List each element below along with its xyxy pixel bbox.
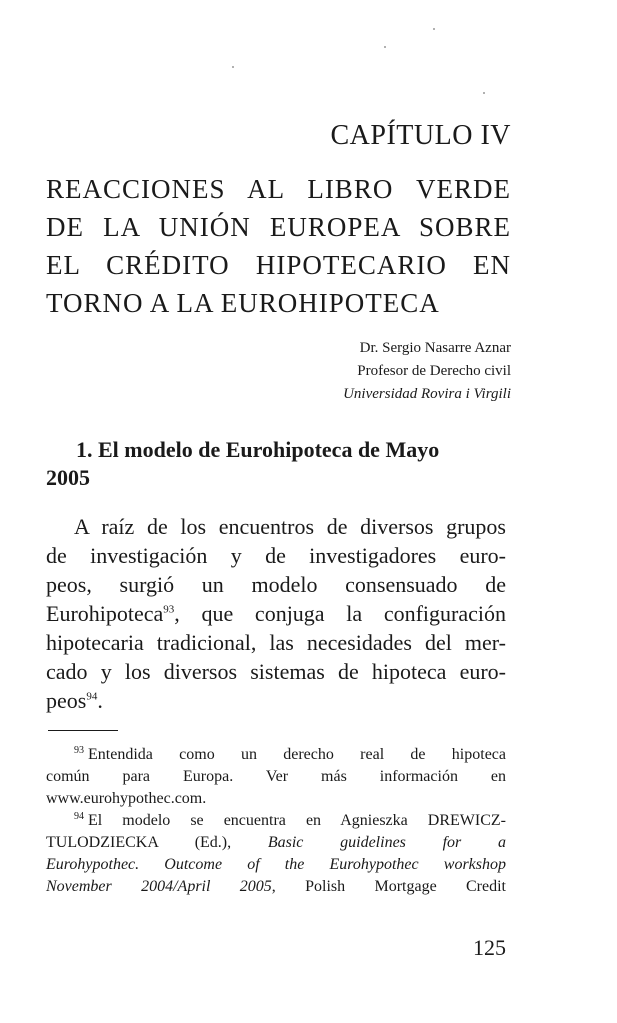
footnote-mark: 93	[74, 744, 84, 756]
author-name: Dr. Sergio Nasarre Aznar	[359, 340, 511, 356]
footnote-line	[46, 876, 506, 898]
body-text-fragment: , que conjuga la configuración	[174, 601, 506, 626]
author-affiliation: Universidad Rovira i Virgili	[343, 386, 511, 402]
footnote-ref-93[interactable]: 93	[163, 603, 175, 616]
footnote-text: TULODZIECKA (Ed.),	[46, 834, 268, 851]
footnote-line	[46, 854, 506, 876]
page-number: 125	[473, 935, 506, 960]
footnote-mark: 94	[74, 810, 84, 822]
footnote-94	[46, 810, 506, 832]
chapter-title-line: EL CRÉDITO HIPOTECARIO EN	[46, 250, 511, 280]
footnote-link[interactable]: www.eurohypothec.com.	[46, 790, 207, 807]
footnote-93	[46, 744, 506, 766]
footnote-text: Entendida como un derecho real de hipoteca	[88, 746, 506, 763]
footnote-text: , Polish Mortgage Credit	[271, 878, 507, 895]
scan-speck	[384, 46, 386, 48]
footnote-italic-text: Eurohypothec. Outcome of the Eurohypothec workshop	[46, 856, 506, 873]
author-block	[343, 337, 511, 406]
scan-speck	[483, 92, 485, 94]
body-text-fragment: peos	[46, 688, 87, 713]
body-line: A raíz de los encuentros de diversos grupos	[74, 514, 506, 539]
chapter-title-line: DE LA UNIÓN EUROPEA SOBRE	[46, 212, 511, 242]
chapter-title-line: TORNO A LA EUROHIPOTECA	[46, 288, 440, 318]
body-line	[46, 686, 506, 715]
footnotes	[46, 744, 506, 898]
footnote-line: común para Europa. Ver más información en	[46, 768, 506, 785]
body-paragraph	[46, 512, 506, 715]
body-text-fragment: .	[97, 688, 103, 713]
chapter-title-line: REACCIONES AL LIBRO VERDE	[46, 174, 511, 204]
footnote-italic-text: Basic guidelines for a	[267, 834, 506, 851]
body-line: peos, surgió un modelo consensuado de	[46, 572, 506, 597]
body-line: de investigación y de investigadores euro-	[46, 543, 506, 568]
footnote-text: El modelo se encuentra en Agnieszka DREWICZ-	[88, 812, 506, 829]
author-position: Profesor de Derecho civil	[357, 363, 511, 379]
chapter-title	[46, 170, 511, 322]
body-text-fragment: Eurohipoteca	[46, 601, 164, 626]
footnote-italic-text: November 2004/April 2005	[46, 878, 272, 895]
footnote-ref-94[interactable]: 94	[86, 690, 98, 703]
scan-speck	[433, 28, 435, 30]
body-line: hipotecaria tradicional, las necesidades del mer-	[46, 630, 506, 655]
footnote-separator	[48, 730, 118, 731]
section-heading-line: 1. El modelo de Eurohipoteca de Mayo	[76, 437, 440, 462]
footnote-line	[46, 832, 506, 854]
body-line: cado y los diversos sistemas de hipoteca euro-	[46, 659, 506, 684]
chapter-label: CAPÍTULO IV	[330, 120, 511, 151]
body-line	[46, 599, 506, 628]
scan-speck	[232, 66, 234, 68]
section-heading	[46, 436, 511, 492]
section-heading-line: 2005	[46, 465, 90, 490]
